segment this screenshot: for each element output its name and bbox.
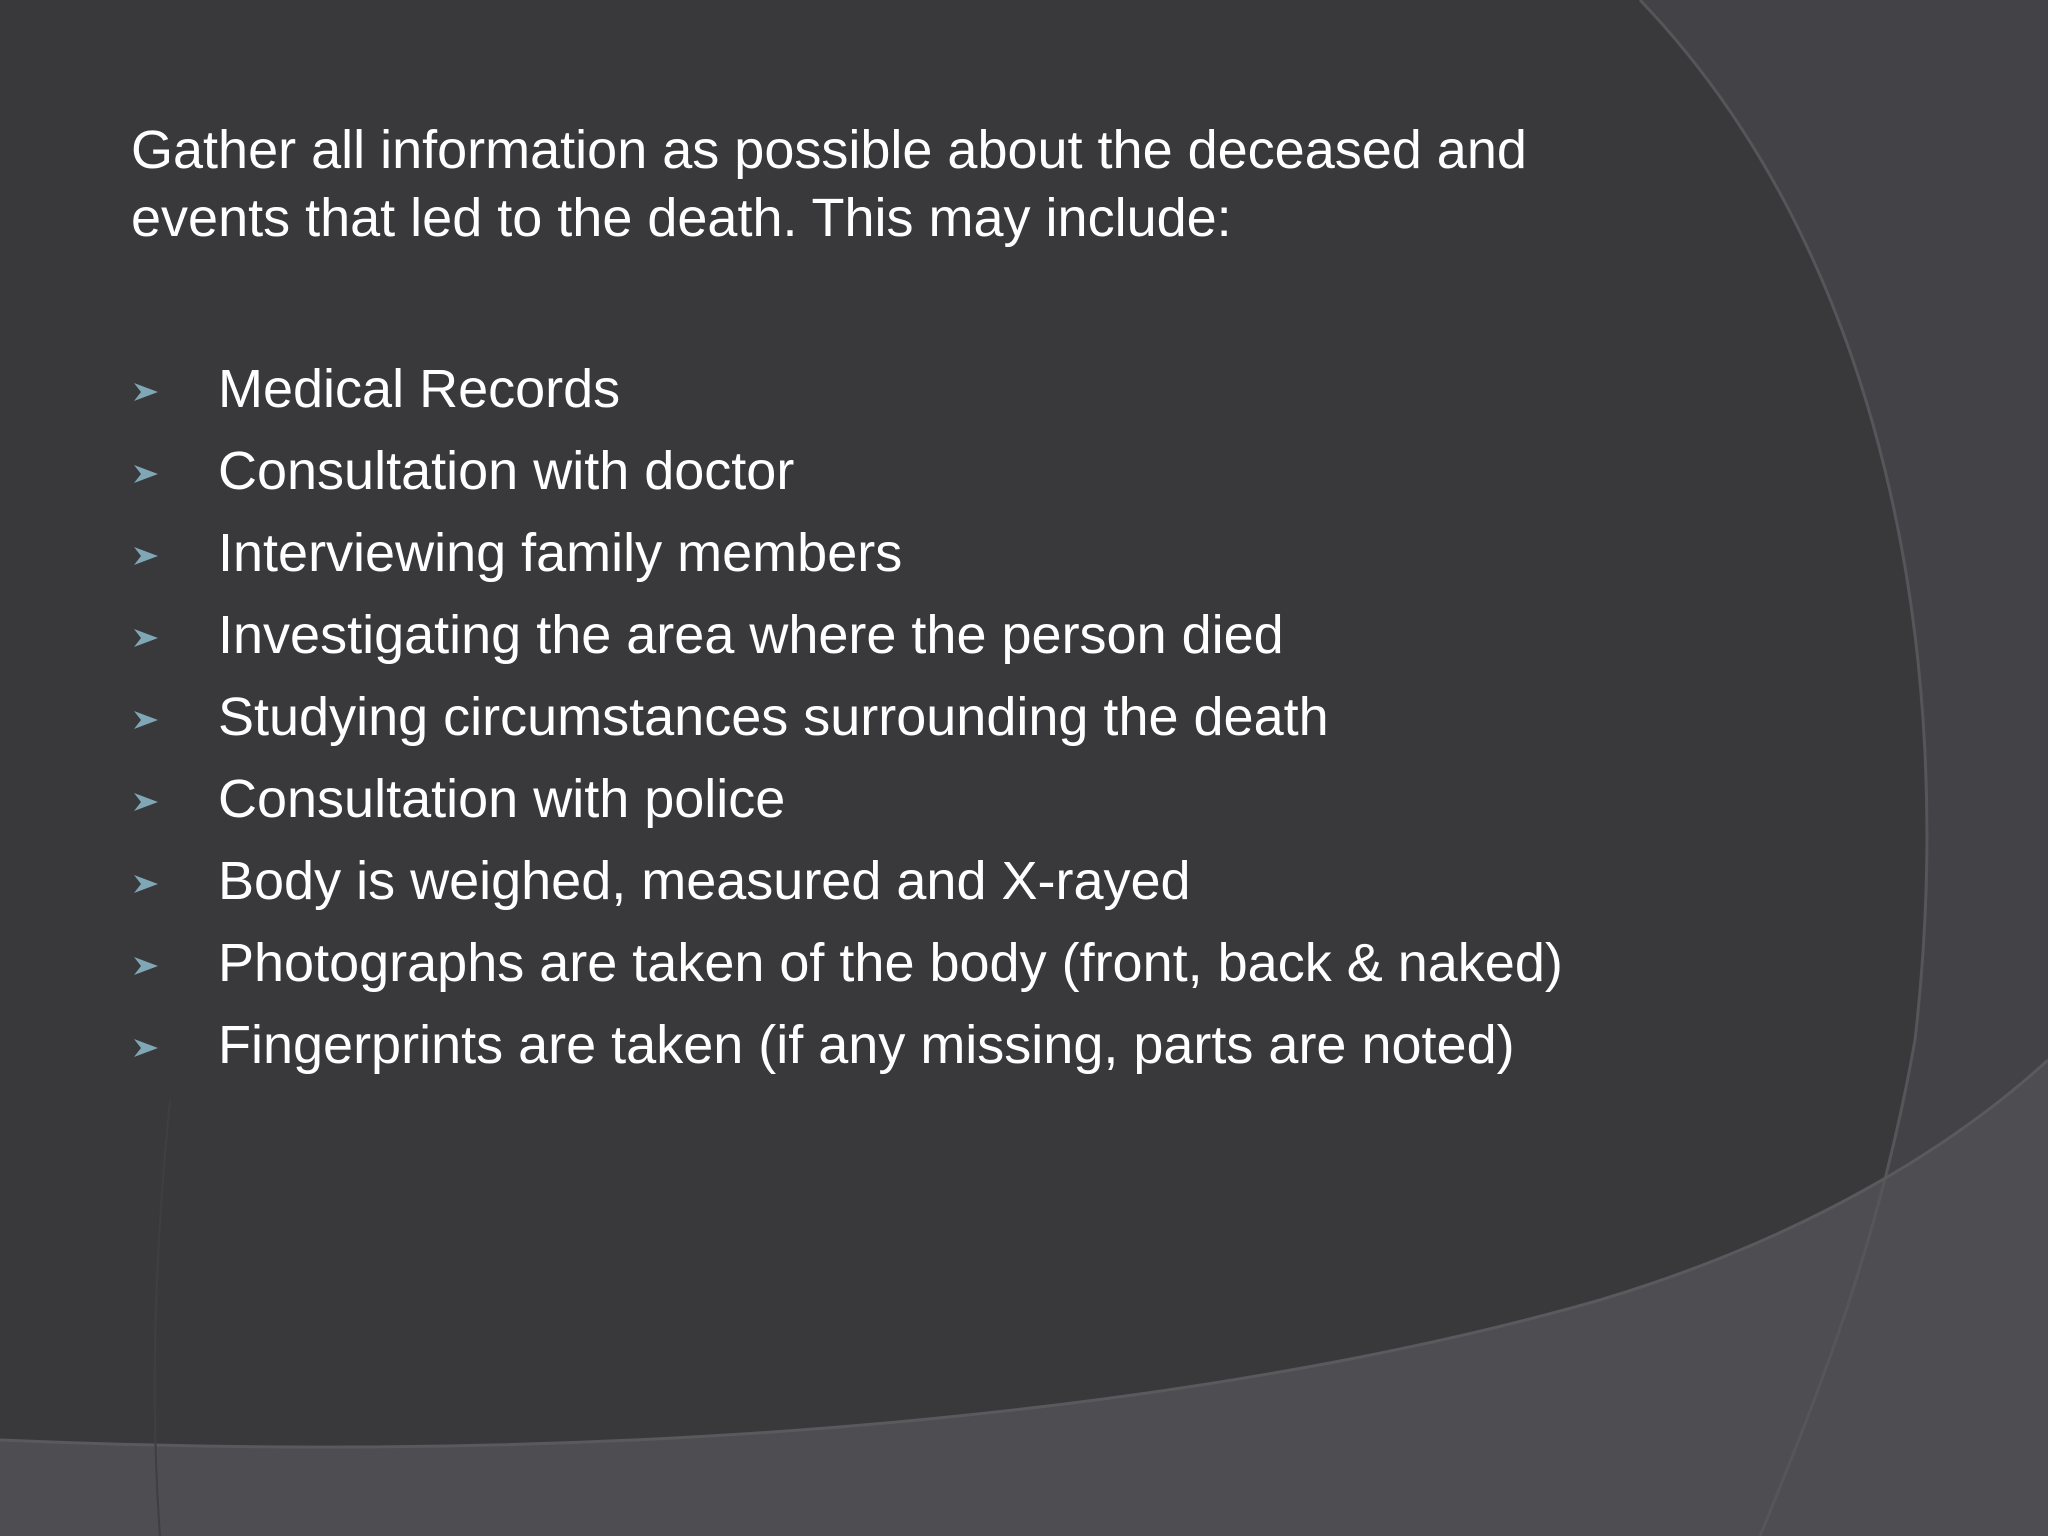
- arrow-bullet-icon: [131, 676, 218, 758]
- bullet-item: [131, 840, 1563, 922]
- bullet-item: [131, 676, 1563, 758]
- bullet-label: Body is weighed, measured and X-rayed: [218, 851, 1191, 911]
- arrow-bullet-icon: [131, 348, 218, 430]
- bullet-item: [131, 758, 1563, 840]
- arrow-bullet-icon: [131, 840, 218, 922]
- bullet-list: [131, 348, 1563, 1086]
- bullet-label: Fingerprints are taken (if any missing, parts are noted): [218, 1015, 1515, 1075]
- bullet-item: [131, 512, 1563, 594]
- bullet-label: Investigating the area where the person died: [218, 605, 1284, 665]
- arrow-bullet-icon: [131, 922, 218, 1004]
- bullet-label: Consultation with doctor: [218, 441, 795, 501]
- arrow-bullet-icon: [131, 430, 218, 512]
- arrow-bullet-icon: [131, 758, 218, 840]
- bullet-item: [131, 430, 1563, 512]
- bullet-label: Interviewing family members: [218, 523, 903, 583]
- bullet-label: Consultation with police: [218, 769, 786, 829]
- bullet-label: Medical Records: [218, 359, 621, 419]
- bullet-item: [131, 1004, 1563, 1086]
- arrow-bullet-icon: [131, 594, 218, 676]
- arrow-bullet-icon: [131, 1004, 218, 1086]
- bullet-item: [131, 348, 1563, 430]
- bullet-label: Photographs are taken of the body (front, back & naked): [218, 933, 1563, 993]
- bullet-item: [131, 922, 1563, 1004]
- bullet-label: Studying circumstances surrounding the death: [218, 687, 1329, 747]
- intro-text: Gather all information as possible about the deceased and events that led to the death. This may include:: [131, 120, 1527, 248]
- arrow-bullet-icon: [131, 512, 218, 594]
- bullet-item: [131, 594, 1563, 676]
